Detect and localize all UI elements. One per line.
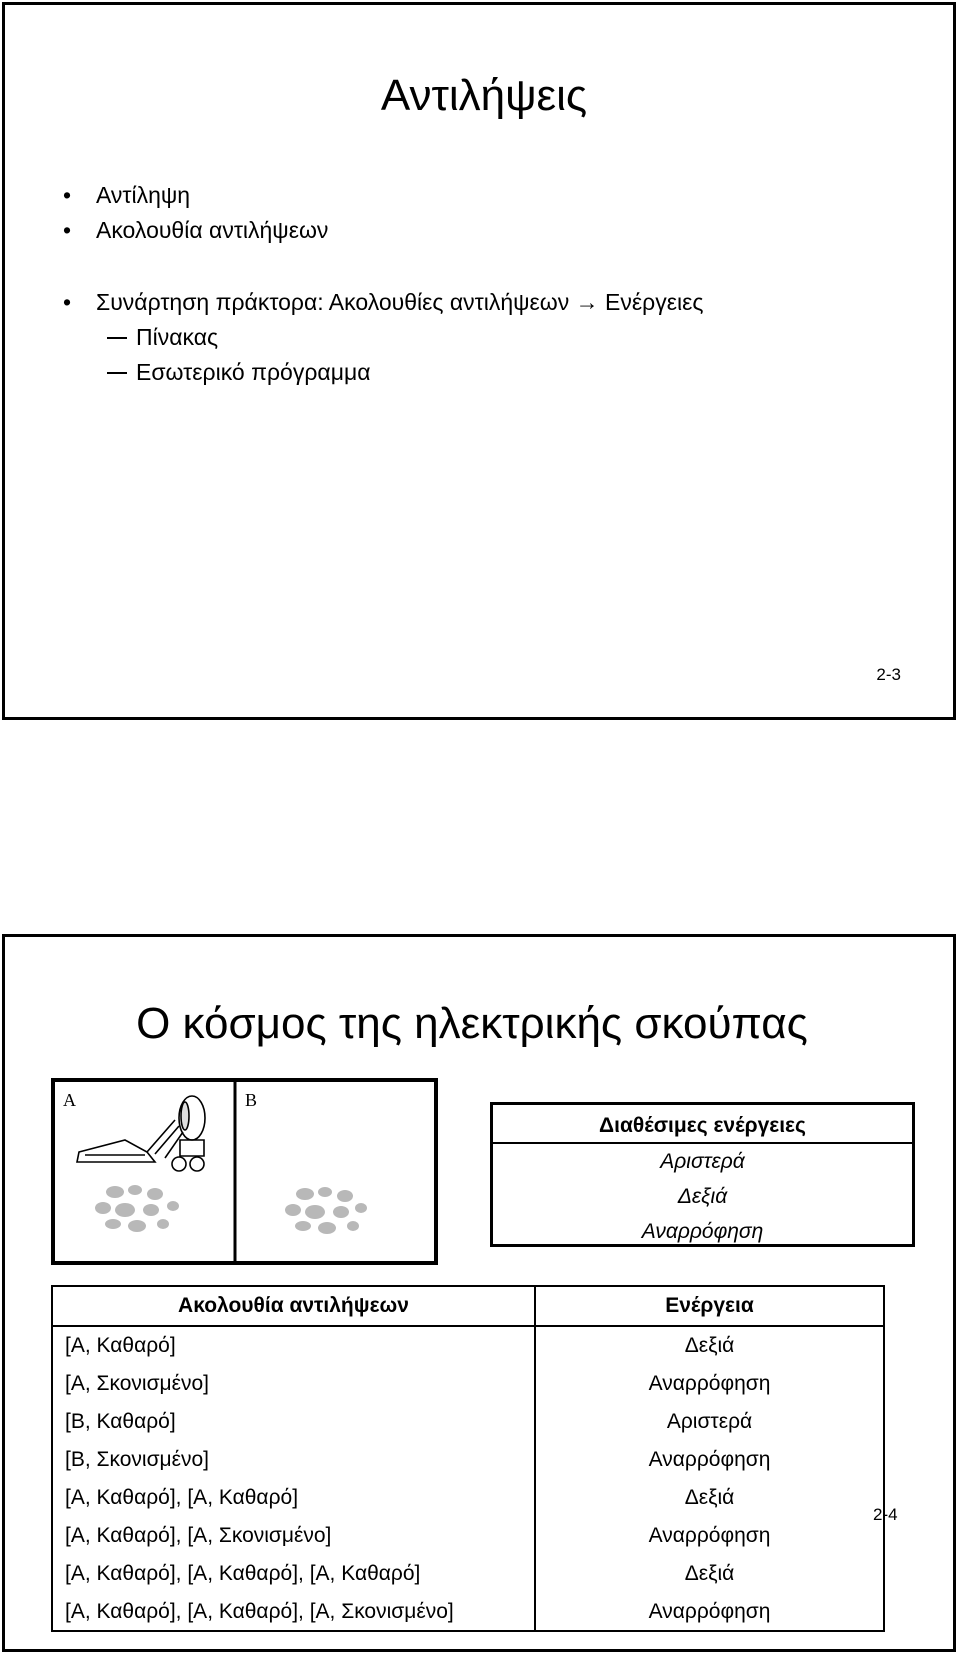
table-row bbox=[53, 1441, 883, 1479]
slide-title: Αντιλήψεις bbox=[380, 71, 588, 120]
percept-sequence-cell: [A, Καθαρό], [A, Καθαρό], [A, Σκονισμένο] bbox=[65, 1600, 454, 1623]
actions-header: Διαθέσιμες ενέργειες bbox=[493, 1105, 912, 1144]
table-row bbox=[53, 1517, 883, 1555]
percept-sequence-cell: [A, Καθαρό], [A, Καθαρό], [A, Καθαρό] bbox=[65, 1562, 421, 1585]
bullet-list bbox=[61, 178, 703, 390]
action-cell: Δεξιά bbox=[684, 1562, 735, 1585]
action-cell: Δεξιά bbox=[684, 1486, 735, 1509]
page-number: 2-3 bbox=[876, 665, 901, 684]
percept-sequence-cell: [B, Καθαρό] bbox=[65, 1410, 176, 1433]
sub-bullet-item: Εσωτερικό πρόγραμμα bbox=[61, 355, 703, 390]
action-cell: Αναρρόφηση bbox=[648, 1524, 771, 1547]
square-b-label: B bbox=[245, 1090, 258, 1110]
slide-perceptions bbox=[2, 2, 956, 720]
percept-action-table bbox=[51, 1285, 885, 1632]
percept-sequence-cell: [A, Καθαρό] bbox=[65, 1334, 176, 1357]
percept-sequence-cell: [A, Καθαρό], [A, Καθαρό] bbox=[65, 1486, 299, 1509]
action-item-right: Δεξιά bbox=[677, 1185, 728, 1208]
table-row bbox=[53, 1593, 883, 1631]
bullet-item: • Συνάρτηση πράκτορα: Ακολουθίες αντιλήψεων → Ενέργειες bbox=[61, 285, 703, 320]
square-a-label: A bbox=[63, 1090, 76, 1110]
table-row bbox=[53, 1479, 883, 1517]
vacuum-world-svg bbox=[55, 1082, 434, 1261]
action-cell: Αναρρόφηση bbox=[648, 1600, 771, 1623]
vacuum-cleaner-icon bbox=[77, 1096, 205, 1171]
dirt-icon-a bbox=[95, 1185, 179, 1232]
bullet-item: • Ακολουθία αντιλήψεων bbox=[61, 213, 703, 248]
action-item-suck: Αναρρόφηση bbox=[641, 1220, 764, 1243]
table-row bbox=[53, 1365, 883, 1403]
table-row bbox=[53, 1403, 883, 1441]
table-body bbox=[53, 1327, 883, 1631]
bullet-item: • Αντίληψη bbox=[61, 178, 703, 213]
vacuum-world-illustration bbox=[51, 1078, 438, 1265]
slide-vacuum-world bbox=[2, 934, 956, 1652]
table-row bbox=[53, 1555, 883, 1593]
slide-title: Ο κόσμος της ηλεκτρικής σκούπας bbox=[136, 999, 808, 1048]
page-number: 2-4 bbox=[873, 1505, 898, 1524]
table-row bbox=[53, 1327, 883, 1365]
percept-sequence-cell: [A, Καθαρό], [A, Σκονισμένο] bbox=[65, 1524, 332, 1547]
action-item-left: Αριστερά bbox=[660, 1150, 745, 1173]
action-cell: Δεξιά bbox=[684, 1334, 735, 1357]
column-header-action: Ενέργεια bbox=[665, 1294, 754, 1317]
dirt-icon-b bbox=[285, 1187, 367, 1234]
action-cell: Αναρρόφηση bbox=[648, 1372, 771, 1395]
action-cell: Αναρρόφηση bbox=[648, 1448, 771, 1471]
percept-sequence-cell: [A, Σκονισμένο] bbox=[65, 1372, 210, 1395]
sub-bullet-item: Πίνακας bbox=[61, 320, 703, 355]
available-actions-box bbox=[490, 1102, 915, 1247]
action-cell: Αριστερά bbox=[666, 1410, 753, 1433]
column-header-percepts: Ακολουθία αντιλήψεων bbox=[178, 1294, 409, 1317]
percept-sequence-cell: [B, Σκονισμένο] bbox=[65, 1448, 210, 1471]
